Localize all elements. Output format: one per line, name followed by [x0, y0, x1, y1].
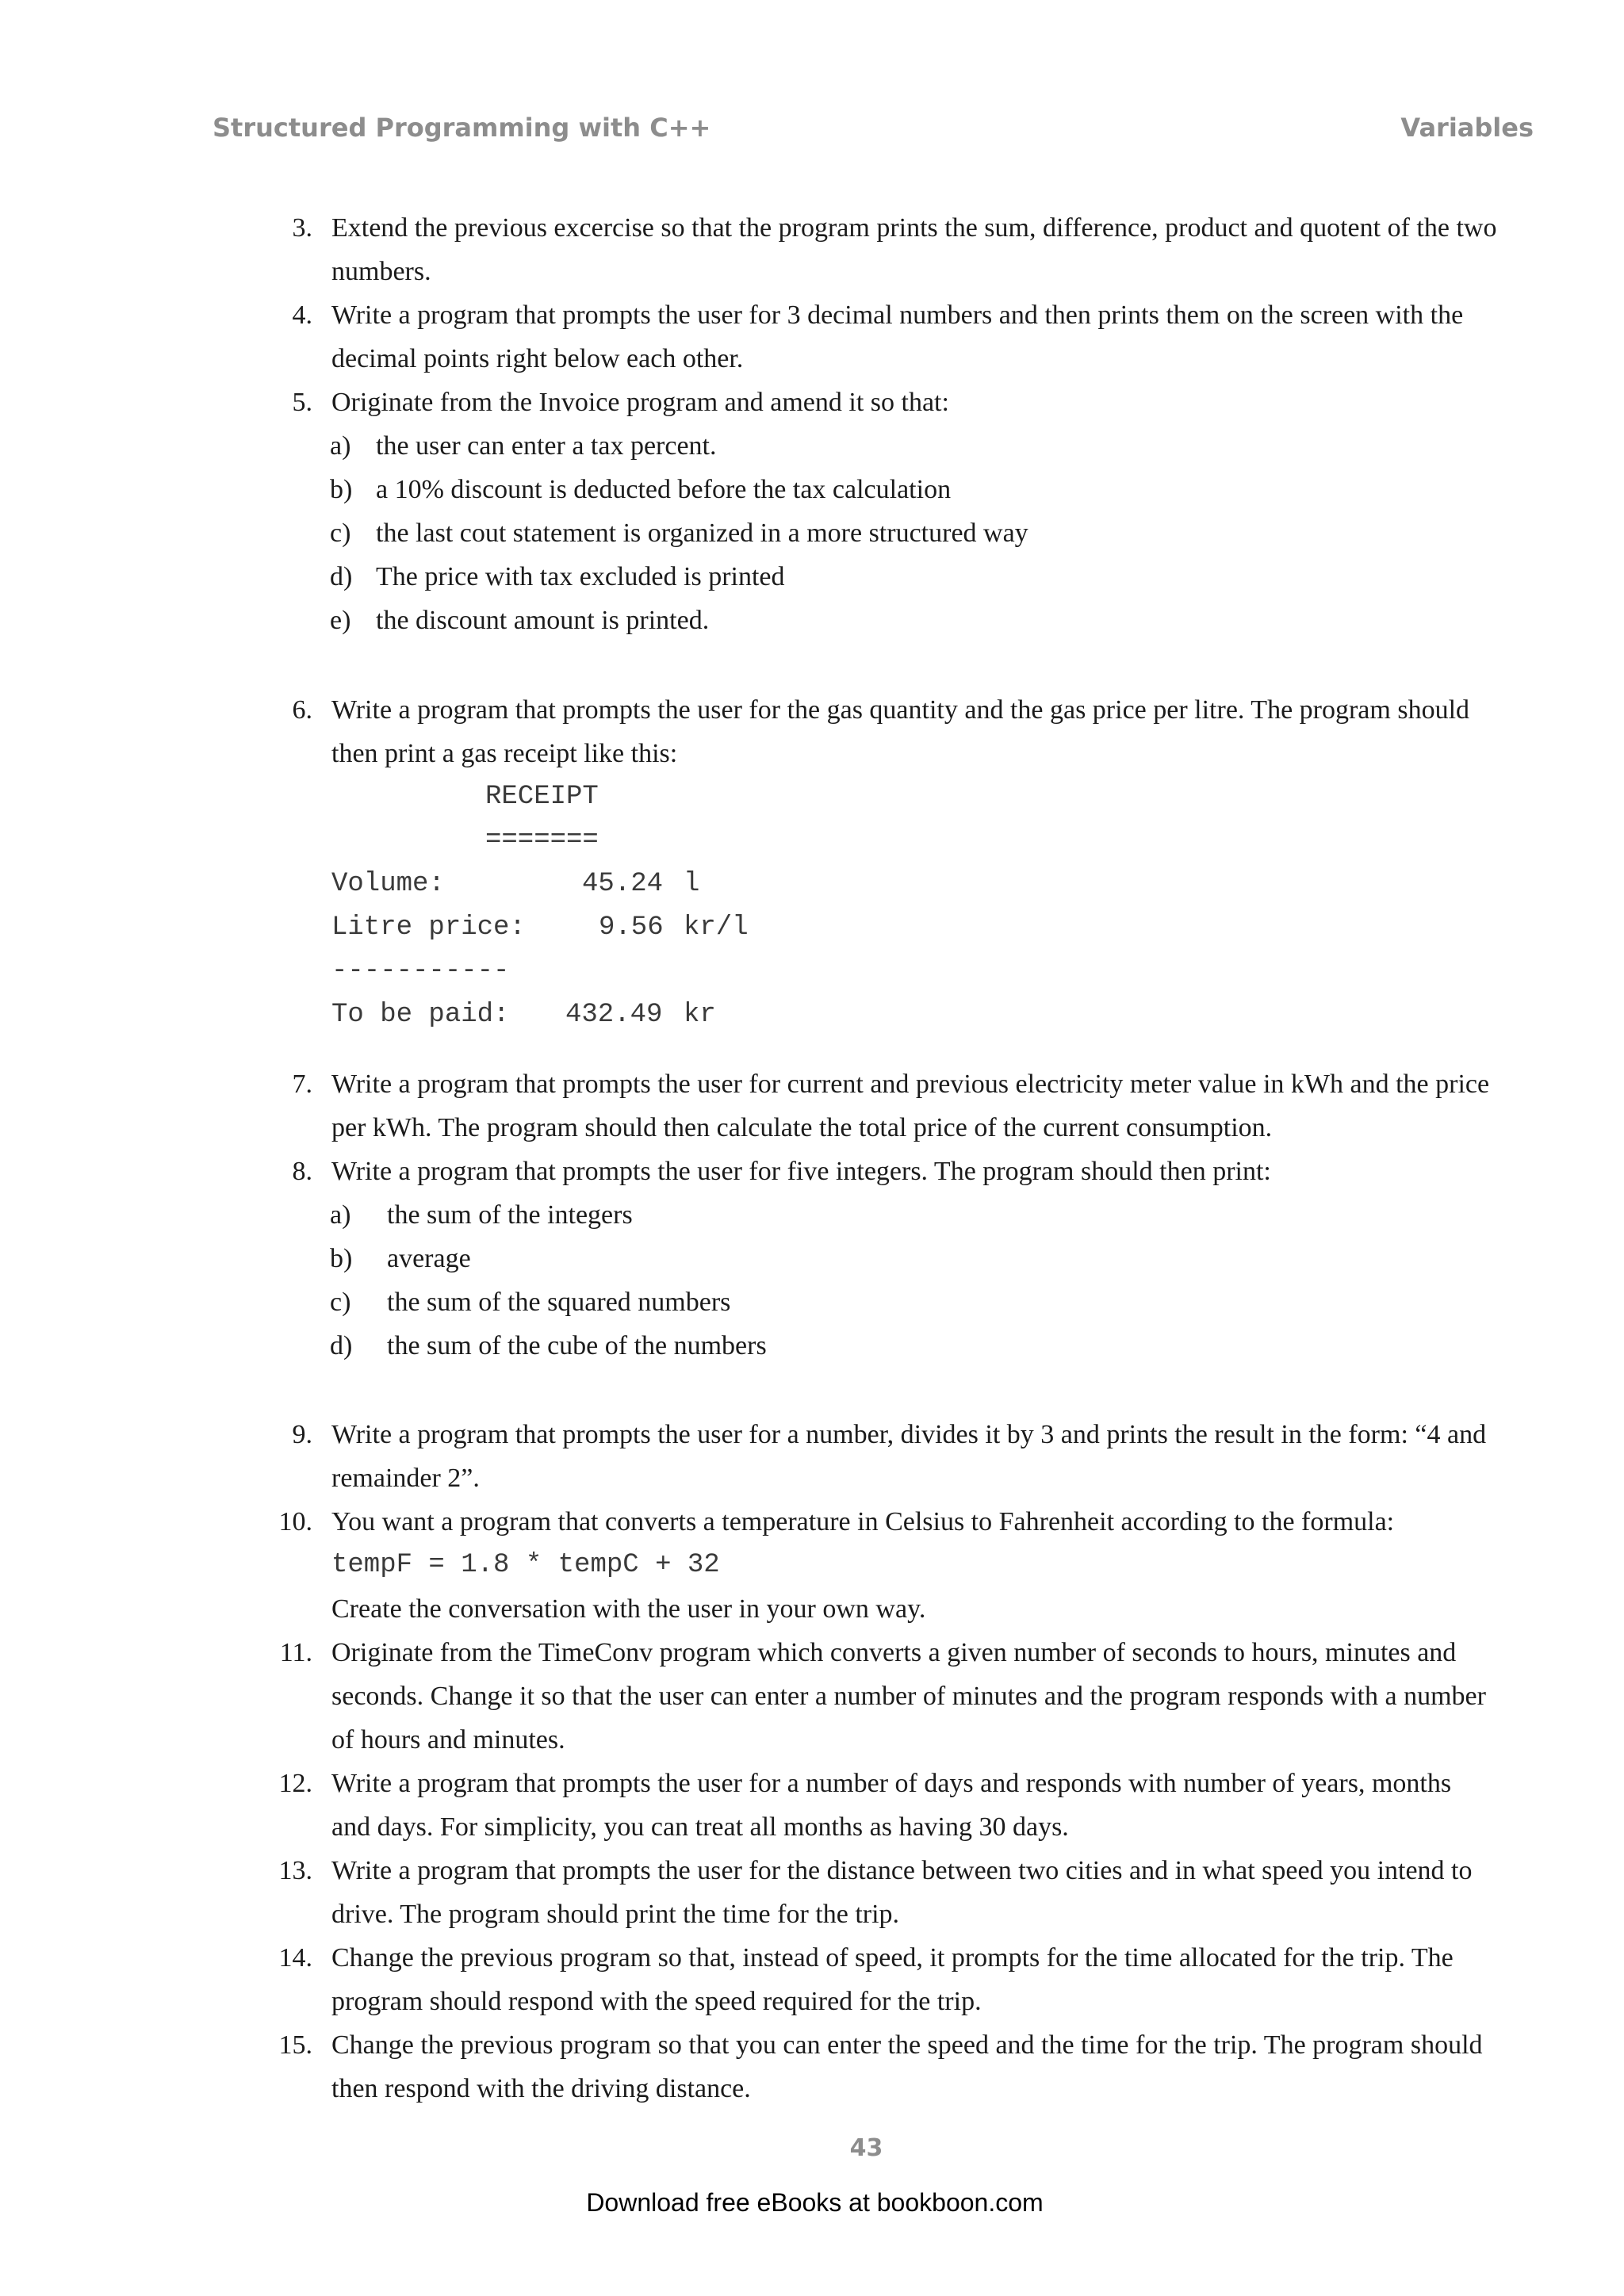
sub-item-label: d): [330, 1331, 353, 1360]
sub-item-text: the last cout statement is organized in a more structured way: [376, 519, 1028, 548]
exercise-12-line-1: Write a program that prompts the user for a number of days and responds with number of years, months: [331, 1769, 1452, 1798]
exercise-number: 8.: [292, 1157, 312, 1186]
exercise-3-line-1: Extend the previous excercise so that the program prints the sum, difference, product and quotent of the two: [331, 213, 1497, 243]
exercise-8-line-1: Write a program that prompts the user for five integers. The program should then print:: [331, 1157, 1271, 1186]
receipt-volume-label: Volume:: [331, 869, 445, 899]
exercise-13-line-1: Write a program that prompts the user for the distance between two cities and in what speed you intend to: [331, 1856, 1473, 1885]
exercise-10-line-1: You want a program that converts a temperature in Celsius to Fahrenheit according to the formula:: [331, 1507, 1395, 1536]
exercise-6-line-1: Write a program that prompts the user for the gas quantity and the gas price per litre. The program should: [331, 695, 1470, 725]
receipt-volume-value: 45.24: [582, 869, 664, 899]
sub-item-text: the discount amount is printed.: [376, 606, 710, 635]
receipt-volume-unit: l: [684, 869, 700, 899]
exercise-number: 15.: [278, 2030, 312, 2060]
exercise-10-line-3: Create the conversation with the user in your own way.: [331, 1594, 926, 1624]
receipt-separator: -----------: [331, 956, 510, 986]
sub-item-text: the sum of the cube of the numbers: [387, 1331, 767, 1360]
receipt-price-value: 9.56: [599, 913, 664, 943]
exercise-15-line-1: Change the previous program so that you can enter the speed and the time for the trip. The program should: [331, 2030, 1483, 2060]
page-number: 43: [849, 2134, 883, 2162]
sub-item-text: the sum of the squared numbers: [387, 1288, 731, 1317]
exercise-7-line-2: per kWh. The program should then calculate the total price of the current consumption.: [331, 1113, 1273, 1142]
exercise-11-line-3: of hours and minutes.: [331, 1725, 565, 1755]
exercise-number: 13.: [278, 1856, 312, 1885]
sub-item-label: a): [330, 1200, 351, 1230]
formula-code: tempF = 1.8 * tempC + 32: [331, 1550, 720, 1580]
receipt-total-unit: kr: [684, 1000, 716, 1030]
exercise-11-line-2: seconds. Change it so that the user can enter a number of minutes and the program responds with a number: [331, 1682, 1486, 1711]
exercise-number: 14.: [278, 1943, 312, 1973]
sub-item-label: e): [330, 606, 351, 635]
exercise-number: 9.: [292, 1420, 312, 1449]
exercise-9-line-2: remainder 2”.: [331, 1464, 480, 1493]
sub-item-label: a): [330, 431, 351, 461]
exercise-number: 5.: [292, 388, 312, 417]
receipt-title: RECEIPT: [485, 782, 599, 812]
receipt-total-label: To be paid:: [331, 1000, 510, 1030]
exercise-number: 3.: [292, 213, 312, 243]
sub-item-label: b): [330, 475, 353, 504]
footer-download-link[interactable]: Download free eBooks at bookboon.com: [586, 2188, 1044, 2217]
sub-item-text: the sum of the integers: [387, 1200, 633, 1230]
exercise-9-line-1: Write a program that prompts the user for a number, divides it by 3 and prints the result in the form: “4 and: [331, 1420, 1487, 1449]
sub-item-label: c): [330, 519, 351, 548]
exercise-number: 10.: [278, 1507, 312, 1536]
exercise-number: 11.: [279, 1638, 312, 1667]
receipt-title-underline: =======: [485, 825, 599, 855]
exercise-number: 4.: [292, 300, 312, 330]
exercise-number: 7.: [292, 1070, 312, 1099]
exercise-7-line-1: Write a program that prompts the user for current and previous electricity meter value in kWh and the price: [331, 1070, 1490, 1099]
exercise-15-line-2: then respond with the driving distance.: [331, 2074, 751, 2103]
sub-item-text: average: [387, 1244, 471, 1273]
running-head-right: Variables: [1400, 113, 1534, 143]
exercise-13-line-2: drive. The program should print the time for the trip.: [331, 1900, 900, 1929]
exercise-5-line-1: Originate from the Invoice program and amend it so that:: [331, 388, 949, 417]
receipt-total-value: 432.49: [565, 1000, 663, 1030]
sub-item-label: c): [330, 1288, 351, 1317]
exercise-6-line-2: then print a gas receipt like this:: [331, 739, 678, 768]
exercise-12-line-2: and days. For simplicity, you can treat all months as having 30 days.: [331, 1812, 1069, 1842]
sub-item-label: b): [330, 1244, 353, 1273]
receipt-price-label: Litre price:: [331, 913, 526, 943]
exercise-4-line-1: Write a program that prompts the user for 3 decimal numbers and then prints them on the screen with the: [331, 300, 1464, 330]
sub-item-text: a 10% discount is deducted before the tax calculation: [376, 475, 952, 504]
exercise-11-line-1: Originate from the TimeConv program which converts a given number of seconds to hours, minutes and: [331, 1638, 1457, 1667]
exercise-number: 12.: [278, 1769, 312, 1798]
exercise-4-line-2: decimal points right below each other.: [331, 344, 744, 373]
sub-item-text: the user can enter a tax percent.: [376, 431, 717, 461]
receipt-price-unit: kr/l: [684, 913, 749, 943]
exercise-14-line-1: Change the previous program so that, instead of speed, it prompts for the time allocated for the trip. The: [331, 1943, 1454, 1973]
exercise-3-line-2: numbers.: [331, 257, 431, 286]
running-head-left: Structured Programming with C++: [213, 113, 711, 143]
exercise-number: 6.: [292, 695, 312, 725]
exercise-14-line-2: program should respond with the speed required for the trip.: [331, 1987, 982, 2016]
sub-item-text: The price with tax excluded is printed: [376, 562, 785, 591]
sub-item-label: d): [330, 562, 353, 591]
